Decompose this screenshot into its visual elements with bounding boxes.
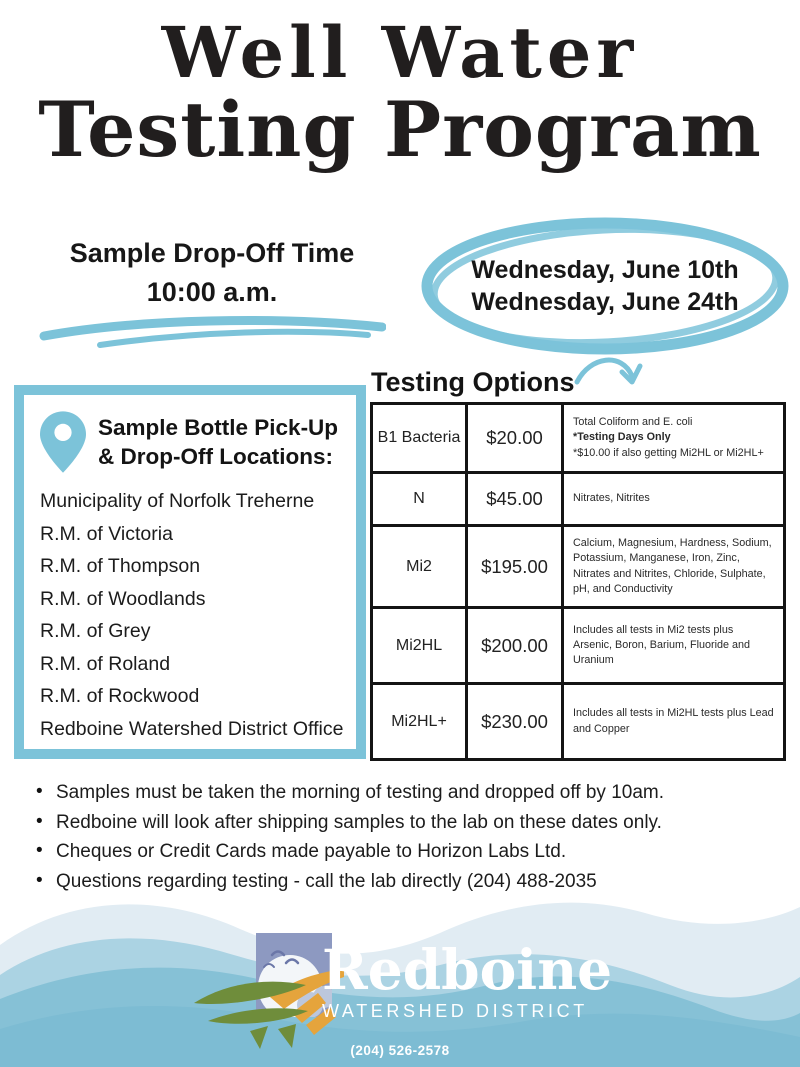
desc-line: *$10.00 if also getting Mi2HL or Mi2HL+ [573,446,764,459]
locations-box [14,385,366,759]
list-item: Municipality of Norfolk Treherne [40,490,315,512]
curved-arrow-icon [574,352,646,400]
dropoff-label: Sample Drop-Off Time [69,238,355,268]
desc-line: Total Coliform and E. coli [573,416,693,428]
test-price: $230.00 [468,682,564,758]
footer [0,887,800,1067]
list-item: Redboine Watershed District Office [40,717,344,740]
title-line-2: Testing Program [38,84,762,174]
poster-title [0,11,800,174]
brand-block [322,937,613,1022]
note-item: • Questions regarding testing - call the lab directly (204) 488-2035 [34,872,779,893]
desc-line-bold: *Testing Days Only [573,431,671,444]
note-item: • Redboine will look after shipping samples to the lab on these dates only. [34,813,779,834]
test-price: $45.00 [468,471,564,524]
locations-list [40,485,348,746]
brush-stroke-underline [38,314,386,350]
locations-heading-line-1: Sample Bottle Pick-Up [98,414,339,440]
list-item: R.M. of Grey [40,620,151,643]
test-name: Mi2HL+ [373,682,468,758]
dropoff-time: 10:00 a.m. [146,277,278,307]
footer-phone: (204) 526-2578 [350,1043,450,1058]
list-item: R.M. of Roland [40,652,171,675]
testing-options-table [370,402,786,761]
location-pin-icon [40,411,86,473]
locations-heading-line-2: & Drop-Off Locations: [98,444,333,469]
test-description: Includes all tests in Mi2HL tests plus Lead and Copper [564,682,783,758]
list-item: R.M. of Thompson [40,555,201,578]
test-description [564,405,783,471]
list-item: R.M. of Woodlands [40,587,206,610]
test-price: $20.00 [468,405,564,471]
locations-heading [98,413,338,472]
dropoff-block [18,238,406,350]
test-name: Mi2 [373,524,468,606]
test-price: $195.00 [468,524,564,606]
date-line-2: Wednesday, June 24th [471,288,739,316]
test-name: Mi2HL [373,606,468,682]
test-name: B1 Bacteria [373,405,468,471]
test-description: Includes all tests in Mi2 tests plus Arsenic, Boron, Barium, Fluoride and Uranium [564,606,783,682]
list-item: R.M. of Victoria [40,522,173,545]
test-name: N [373,471,468,524]
note-item: • Cheques or Credit Cards made payable to Horizon Labs Ltd. [34,842,779,863]
test-description: Nitrates, Nitrites [564,471,783,524]
title-line-1: Well Water [161,11,639,94]
brand-subtitle: WATERSHED DISTRICT [322,1001,588,1021]
dates-highlight [418,214,792,358]
date-line-1: Wednesday, June 10th [471,255,739,284]
testing-options-heading: Testing Options [371,367,575,397]
brand-name: Redboine [322,937,613,1002]
list-item: R.M. of Rockwood [40,685,200,708]
test-description: Calcium, Magnesium, Hardness, Sodium, Potassium, Manganese, Iron, Zinc, Nitrates and Nitrites, Chloride, Sulphate, pH, and Conductivity [564,524,783,606]
notes-list [34,783,779,901]
note-item: • Samples must be taken the morning of testing and dropped off by 10am. [34,783,779,804]
test-price: $200.00 [468,606,564,682]
